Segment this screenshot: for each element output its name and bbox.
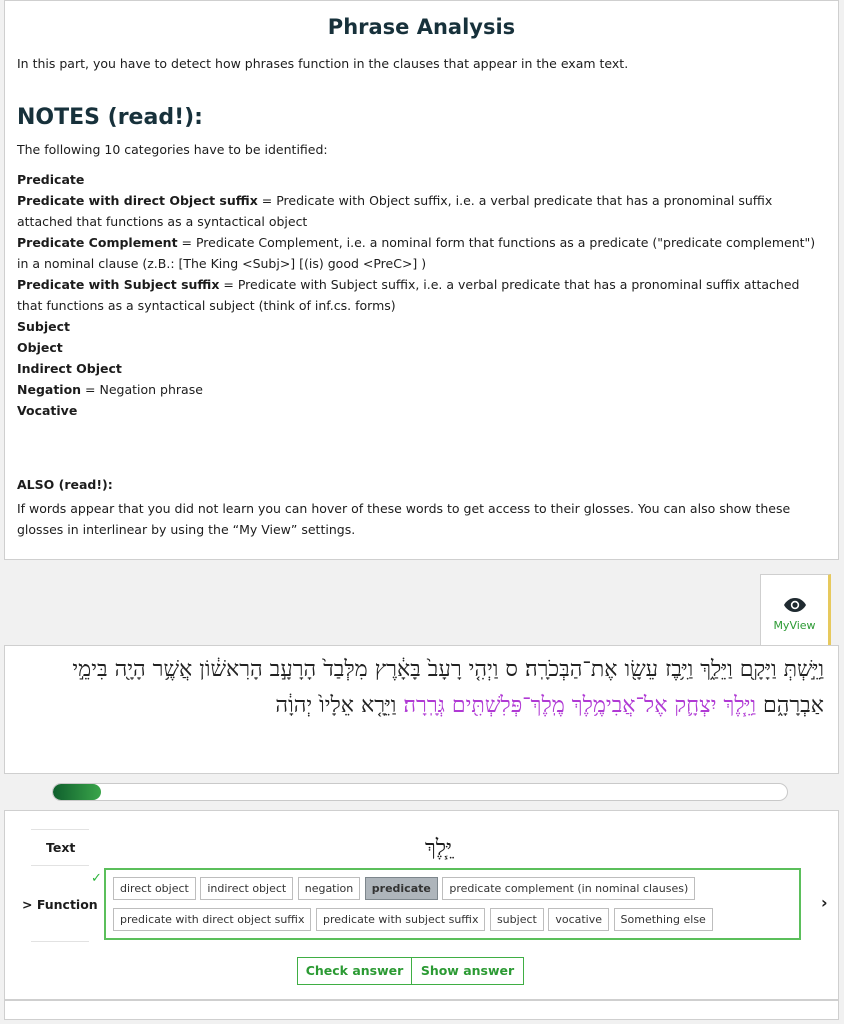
eye-icon (783, 597, 807, 613)
next-arrow-icon[interactable]: › (821, 893, 828, 912)
myview-label: MyView (773, 619, 816, 632)
checkmark-icon: ✓ (91, 871, 102, 886)
bottom-panel (4, 1000, 839, 1020)
option-vocative[interactable]: vocative (548, 908, 609, 931)
hebrew-text[interactable]: וַיֵּרָ֤א אֵלָיו֙ יְהוָ֔ה (275, 693, 404, 718)
check-answer-button[interactable]: Check answer (297, 957, 412, 985)
options-row (113, 908, 714, 931)
hebrew-passage (19, 652, 824, 724)
option-negation[interactable]: negation (298, 877, 361, 900)
options-row (113, 877, 696, 900)
intro-text: In this part, you have to detect how phrases function in the clauses that appear in the exam text. (17, 56, 629, 71)
function-options (104, 868, 801, 940)
text-row-label: Text (46, 840, 76, 855)
progress-bar (52, 783, 788, 801)
function-row-label[interactable]: > Function (22, 897, 98, 912)
page-title: Phrase Analysis (327, 15, 516, 39)
category-item: Predicate Complement = Predicate Complement, i.e. a nominal form that functions as a predicate ("predicate complement") in a nominal clause (z.B.: [The King <Subj>] [(is) good <PreC>] ) (17, 235, 816, 271)
divider (31, 941, 89, 942)
hebrew-highlighted-clause[interactable]: וַיֵּ֧לֶךְ יִצְחָ֛ק אֶל־אֲבִימֶ֥לֶךְ מֶֽלֶךְ־פְּלִשְׁתִּ֖ים גְּרָֽרָה׃ (403, 693, 756, 718)
category-item: Predicate with direct Object suffix = Predicate with Object suffix, i.e. a verbal predicate that has a pronominal suffix attached that functions as a syntactical object (17, 193, 773, 229)
hebrew-text-panel (4, 645, 839, 774)
divider (31, 829, 89, 830)
category-item: Predicate (17, 172, 85, 187)
hebrew-text[interactable]: וַיֵּ֣שְׁתְּ וַיָּקָ֖ם וַיֵּלַ֑ךְ וַיִּ֥בֶז עֵשָׂ֖ו אֶת־הַבְּכֹרָֽה׃ ס וַיְהִ֤י רָעָב֙ בָּאָ֔רֶץ מִלְּבַד֙ הָרָעָ֣ב הָרִאשׁ֔וֹן אֲשֶׁ֥ר הָיָ֖ה בִּימֵ֣י אַבְרָהָ֑ם (72, 657, 824, 718)
option-subject[interactable]: subject (490, 908, 544, 931)
myview-tab[interactable] (760, 574, 831, 646)
notes-lead: The following 10 categories have to be identified: (17, 142, 328, 157)
category-list (17, 169, 826, 421)
show-answer-button[interactable]: Show answer (411, 957, 524, 985)
option-predicate[interactable]: predicate (365, 877, 438, 900)
category-item: Subject (17, 319, 70, 334)
option-direct-object[interactable]: direct object (113, 877, 196, 900)
target-word: יֵּ֧לֶךְ (425, 836, 452, 861)
option-predicate-subject-suffix[interactable]: predicate with subject suffix (316, 908, 485, 931)
category-item: Indirect Object (17, 361, 122, 376)
option-predicate-complement[interactable]: predicate complement (in nominal clauses) (442, 877, 695, 900)
option-indirect-object[interactable]: indirect object (200, 877, 293, 900)
divider (31, 865, 89, 866)
notes-heading: NOTES (read!): (17, 105, 203, 130)
instructions-panel (4, 0, 839, 560)
category-item: Object (17, 340, 63, 355)
exercise-panel (4, 810, 839, 1000)
also-text: If words appear that you did not learn you can hover of these words to get access to their glosses. You can also show these glosses in interlinear by using the “My View” settings. (17, 501, 791, 537)
option-something-else[interactable]: Something else (614, 908, 713, 931)
category-item: Vocative (17, 403, 78, 418)
also-heading: ALSO (read!): (17, 477, 113, 492)
option-predicate-direct-object-suffix[interactable]: predicate with direct object suffix (113, 908, 311, 931)
progress-fill (53, 784, 101, 800)
category-item: Predicate with Subject suffix = Predicate with Subject suffix, i.e. a verbal predicate that has a pronominal suffix attached that functions as a syntactical subject (think of inf.cs. forms) (17, 277, 800, 313)
category-item: Negation = Negation phrase (17, 382, 203, 397)
